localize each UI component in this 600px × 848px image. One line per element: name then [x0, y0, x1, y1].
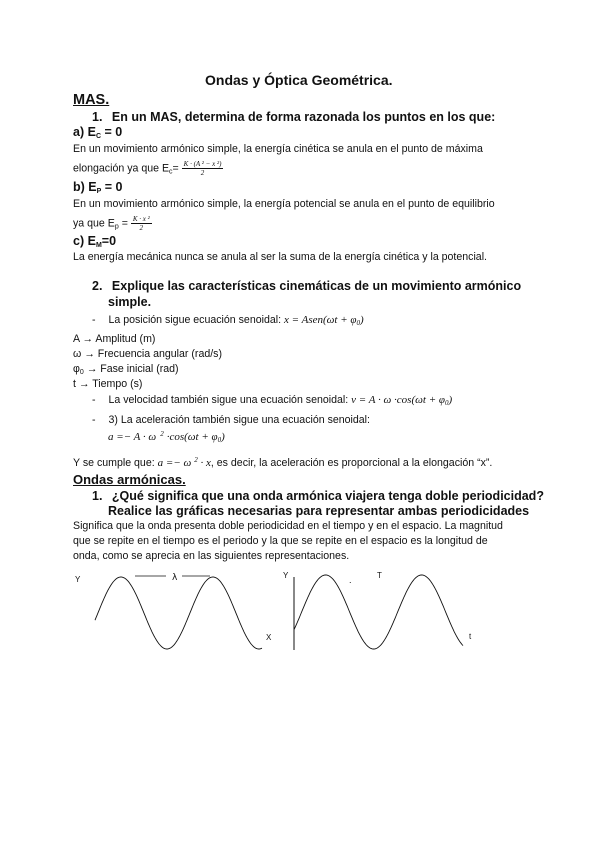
var-phi: φ — [73, 363, 80, 375]
fraction-numerator: K · (A ² − x ²) — [183, 160, 222, 168]
eq-sub: 0 — [444, 399, 449, 407]
item-a-line1: En un movimiento armónico simple, la energía cinética se anula en el punto de máxima — [73, 143, 483, 155]
bullet-acceleration-text: 3) La aceleración también sigue una ecuación senoidal: — [108, 414, 370, 426]
item-b-line1: En un movimiento armónico simple, la energía potencial se anula en el punto de equilibrio — [73, 198, 495, 210]
item-b-sub: P — [96, 188, 102, 195]
eq-main: x = Asen(ωt + φ — [284, 314, 357, 326]
bullet-dash: - — [92, 314, 96, 326]
item-c-sub: M — [95, 242, 102, 249]
var-phi-rest: → Fase inicial (rad) — [83, 363, 179, 375]
page-title: Ondas y Óptica Geométrica. — [205, 72, 393, 88]
graph1-y-label: Y — [75, 575, 81, 584]
graph1-x-label: X — [266, 633, 272, 642]
eq-part1: a =− A · ω — [108, 431, 157, 443]
item-a-rest: = 0 — [104, 125, 123, 139]
ondas-paragraph-line2: que se repite en el tiempo es el periodo y la que se repite en el espacio es la longitud de — [73, 535, 488, 547]
question-number: 2. — [92, 279, 103, 293]
question-text-line1: ¿Qué significa que una onda armónica viajera tenga doble periodicidad? — [111, 489, 544, 503]
bullet-dash: - — [92, 414, 96, 426]
item-a-sub: C — [95, 133, 101, 140]
eq-end: ) — [448, 394, 453, 406]
eq-part1: a =− ω — [157, 457, 192, 469]
question-number: 1. — [92, 489, 103, 503]
fraction-numerator: K · x ² — [132, 215, 150, 223]
question-number: 1. — [92, 110, 103, 124]
conclusion-text-2: , es decir, la aceleración es proporcional a la elongación “x”. — [210, 457, 493, 469]
graph2-t-axis-label: t — [469, 632, 472, 641]
eq-part2: ·cos(ωt + φ — [166, 431, 218, 443]
bullet-velocity-text: La velocidad también sigue una ecuación senoidal: — [108, 394, 349, 406]
item-b-text: b) E — [73, 180, 97, 194]
var-phi-sub: 0 — [79, 369, 84, 376]
fraction-denominator: 2 — [139, 224, 144, 232]
variable-angular-frequency: ω → Frecuencia angular (rad/s) — [73, 348, 222, 360]
eq-sup: 2 — [160, 430, 164, 438]
ondas-paragraph-line1: Significa que la onda presenta doble periodicidad en el tiempo y en el espacio. La magnitud — [73, 520, 503, 532]
ondas-paragraph-line3: onda, como se aprecia en las siguientes representaciones. — [73, 550, 350, 562]
item-b-rest: = 0 — [104, 180, 123, 194]
question-2-heading-line2: simple. — [108, 295, 152, 309]
variable-time: t → Tiempo (s) — [73, 378, 143, 390]
eq-part2: · x — [200, 457, 211, 469]
eq-sub: 0 — [356, 319, 360, 327]
item-b-line2-text: ya que E — [73, 217, 115, 230]
graph2-period-label: T — [377, 571, 382, 580]
item-b-line2-sub: p — [114, 223, 119, 231]
question-text-line1: Explique las características cinemáticas de un movimiento armónico — [111, 279, 522, 293]
item-c-rest: =0 — [101, 234, 117, 248]
question-text: En un MAS, determina de forma razonada los puntos en los que: — [111, 110, 496, 124]
section-heading-mas: MAS. — [73, 92, 110, 108]
item-c-line1: La energía mecánica nunca se anula al ser la suma de la energía cinética y la potencial. — [73, 251, 487, 263]
item-a-line2-sub: c — [169, 168, 173, 176]
eq-sup: 2 — [194, 456, 198, 464]
conclusion-text-1: Y se cumple que: — [73, 457, 155, 469]
ondas-question-1-heading-line2: Realice las gráficas necesarias para representar ambas periodicidades — [108, 504, 530, 518]
graph1-lambda-label: λ — [172, 573, 178, 583]
bullet-dash: - — [92, 394, 96, 406]
item-c-text: c) E — [73, 234, 96, 248]
graph1-wave — [95, 577, 262, 649]
eq-end: ) — [359, 314, 364, 326]
variable-amplitude: A → Amplitud (m) — [73, 333, 156, 345]
eq-sub: 0 — [217, 436, 222, 444]
eq-end: ) — [221, 431, 225, 443]
item-a-text: a) E — [73, 125, 96, 139]
graph2-wave — [294, 575, 463, 649]
item-a-line2-text: elongación ya que E — [73, 162, 170, 175]
bullet-position-text: La posición sigue ecuación senoidal: — [108, 314, 282, 326]
graph2-y-label: Y — [283, 571, 289, 580]
eq-main: v = A · ω ·cos(ωt + φ — [351, 394, 445, 406]
graph2-dot: . — [349, 575, 352, 585]
item-a-line2-eq: = — [172, 162, 179, 175]
item-b-line2-eq: = — [121, 217, 128, 230]
section-heading-ondas: Ondas armónicas. — [73, 472, 186, 487]
fraction-denominator: 2 — [200, 169, 205, 177]
